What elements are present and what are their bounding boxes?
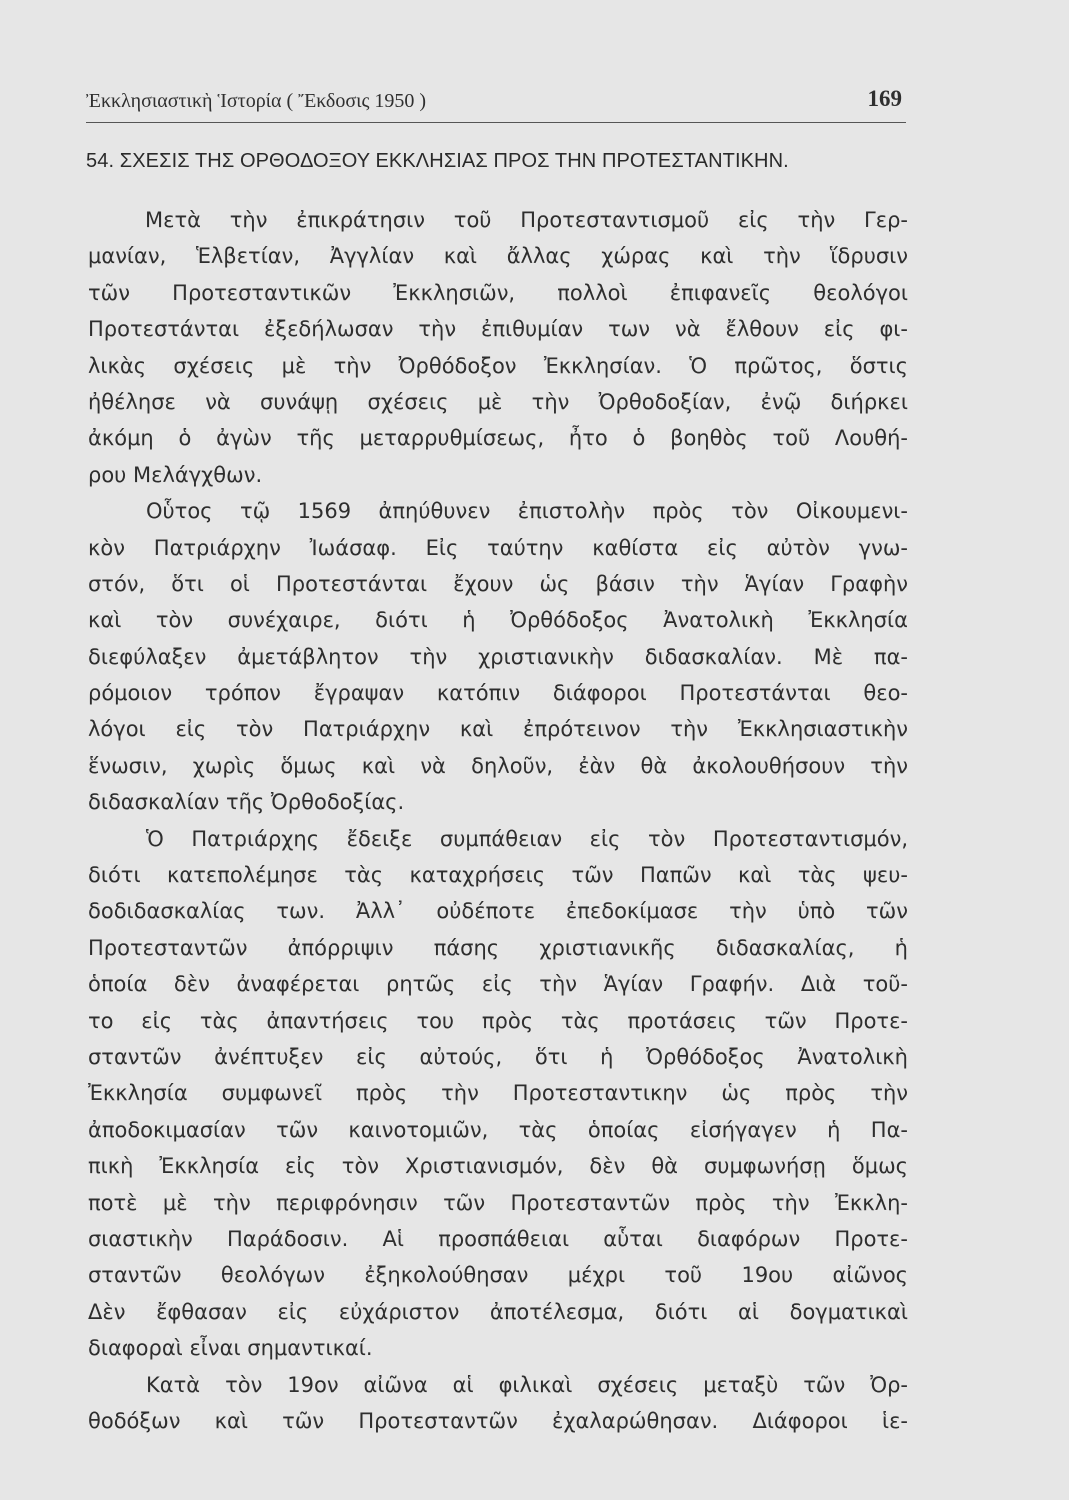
- text-line: ἕνωσιν, χωρὶς ὅμως καὶ νὰ δηλοῦν, ἐὰν θὰ ἀκολουθήσουν τὴν: [88, 753, 908, 778]
- text-line: δοδιδασκαλίας των. Ἀλλ᾽ οὐδέποτε ἐπεδοκίμασε τὴν ὑπὸ τῶν: [88, 899, 908, 924]
- text-line: θοδόξων καὶ τῶν Προτεσταντῶν ἐχαλαρώθησαν. Διάφοροι ἱε-: [88, 1408, 908, 1433]
- text-line: ἠθέλησε νὰ συνάψῃ σχέσεις μὲ τὴν Ὀρθοδοξίαν, ἐνῷ διήρκει: [88, 389, 908, 414]
- text-line: διδασκαλίαν τῆς Ὀρθοδοξίας.: [88, 790, 405, 815]
- text-line: ἀκόμη ὁ ἀγὼν τῆς μεταρρυθμίσεως, ἦτο ὁ βοηθὸς τοῦ Λουθή-: [88, 426, 908, 451]
- text-line: ρου Μελάγχθων.: [88, 462, 263, 487]
- text-line: διεφύλαξεν ἀμετάβλητον τὴν χριστιανικὴν διδασκαλίαν. Μὲ πα-: [88, 644, 908, 669]
- running-header: [86, 84, 906, 118]
- text-line: μανίαν, Ἑλβετίαν, Ἀγγλίαν καὶ ἄλλας χώρας καὶ τὴν ἵδρυσιν: [88, 244, 908, 269]
- text-line: ρόμοιον τρόπον ἔγραψαν κατόπιν διάφοροι Προτεστάνται θεο-: [88, 681, 908, 706]
- text-line: καὶ τὸν συνέχαιρε, διότι ἡ Ὀρθόδοξος Ἀνατολικὴ Ἐκκλησία: [88, 608, 908, 633]
- text-line: Ὁ Πατριάρχης ἔδειξε συμπάθειαν εἰς τὸν Προτεσταντισμόν,: [146, 826, 908, 851]
- text-line: λόγοι εἰς τὸν Πατριάρχην καὶ ἐπρότεινον τὴν Ἐκκλησιαστικὴν: [88, 717, 908, 742]
- section-heading: 54. ΣΧΕΣΙΣ ΤΗΣ ΟΡΘΟΔΟΞΟΥ ΕΚΚΛΗΣΙΑΣ ΠΡΟΣ ΤΗΝ ΠΡΟΤΕΣΤΑΝΤΙΚΗΝ.: [86, 150, 789, 172]
- text-line: Κατὰ τὸν 19ον αἰῶνα αἱ φιλικαὶ σχέσεις μεταξὺ τῶν Ὀρ-: [146, 1372, 908, 1397]
- text-line: Προτεσταντῶν ἀπόρριψιν πάσης χριστιανικῆς διδασκαλίας, ἡ: [88, 935, 908, 960]
- text-line: στόν, ὅτι οἱ Προτεστάνται ἔχουν ὡς βάσιν τὴν Ἁγίαν Γραφὴν: [88, 571, 908, 596]
- text-line: το εἰς τὰς ἀπαντήσεις του πρὸς τὰς προτάσεις τῶν Προτε-: [88, 1008, 908, 1033]
- text-line: διότι κατεπολέμησε τὰς καταχρήσεις τῶν Παπῶν καὶ τὰς ψευ-: [88, 863, 908, 888]
- page-number: 169: [867, 86, 902, 111]
- text-line: τῶν Προτεσταντικῶν Ἐκκλησιῶν, πολλοὶ ἐπιφανεῖς θεολόγοι: [88, 280, 908, 305]
- header-rule: [86, 122, 906, 123]
- text-line: κὸν Πατριάρχην Ἰωάσαφ. Εἰς ταύτην καθίστα εἰς αὐτὸν γνω-: [88, 535, 908, 560]
- text-line: σταντῶν ἀνέπτυξεν εἰς αὐτούς, ὅτι ἡ Ὀρθόδοξος Ἀνατολικὴ: [88, 1044, 908, 1069]
- text-line: διαφοραὶ εἶναι σημαντικαί.: [88, 1336, 373, 1361]
- text-line: ἀποδοκιμασίαν τῶν καινοτομιῶν, τὰς ὁποίας εἰσήγαγεν ἡ Πα-: [88, 1117, 908, 1142]
- text-line: Δὲν ἔφθασαν εἰς εὐχάριστον ἀποτέλεσμα, διότι αἱ δογματικαὶ: [88, 1299, 908, 1324]
- body-text: [88, 202, 908, 1439]
- text-line: Μετὰ τὴν ἐπικράτησιν τοῦ Προτεσταντισμοῦ εἰς τὴν Γερ-: [145, 208, 908, 232]
- text-line: σταντῶν θεολόγων ἐξηκολούθησαν μέχρι τοῦ 19ου αἰῶνος: [88, 1263, 908, 1288]
- text-line: λικὰς σχέσεις μὲ τὴν Ὀρθόδοξον Ἐκκλησίαν. Ὁ πρῶτος, ὅστις: [88, 353, 908, 378]
- text-line: ὁποία δὲν ἀναφέρεται ρητῶς εἰς τὴν Ἁγίαν Γραφήν. Διὰ τοῦ-: [88, 972, 908, 997]
- text-line: Ἐκκλησία συμφωνεῖ πρὸς τὴν Προτεσταντικην ὡς πρὸς τὴν: [88, 1081, 908, 1106]
- text-line: πικὴ Ἐκκλησία εἰς τὸν Χριστιανισμόν, δὲν θὰ συμφωνήσῃ ὅμως: [88, 1154, 908, 1179]
- text-line: Οὗτος τῷ 1569 ἀπηύθυνεν ἐπιστολὴν πρὸς τὸν Οἰκουμενι-: [146, 499, 908, 524]
- text-line: Προτεστάνται ἐξεδήλωσαν τὴν ἐπιθυμίαν των νὰ ἔλθουν εἰς φι-: [88, 317, 908, 342]
- text-line: ποτὲ μὲ τὴν περιφρόνησιν τῶν Προτεσταντῶν πρὸς τὴν Ἐκκλη-: [88, 1190, 908, 1215]
- running-title: Ἐκκλησιαστικὴ Ἱστορία ( Ἔκδοσις 1950 ): [86, 90, 427, 112]
- text-line: σιαστικὴν Παράδοσιν. Αἱ προσπάθειαι αὗται διαφόρων Προτε-: [88, 1226, 908, 1251]
